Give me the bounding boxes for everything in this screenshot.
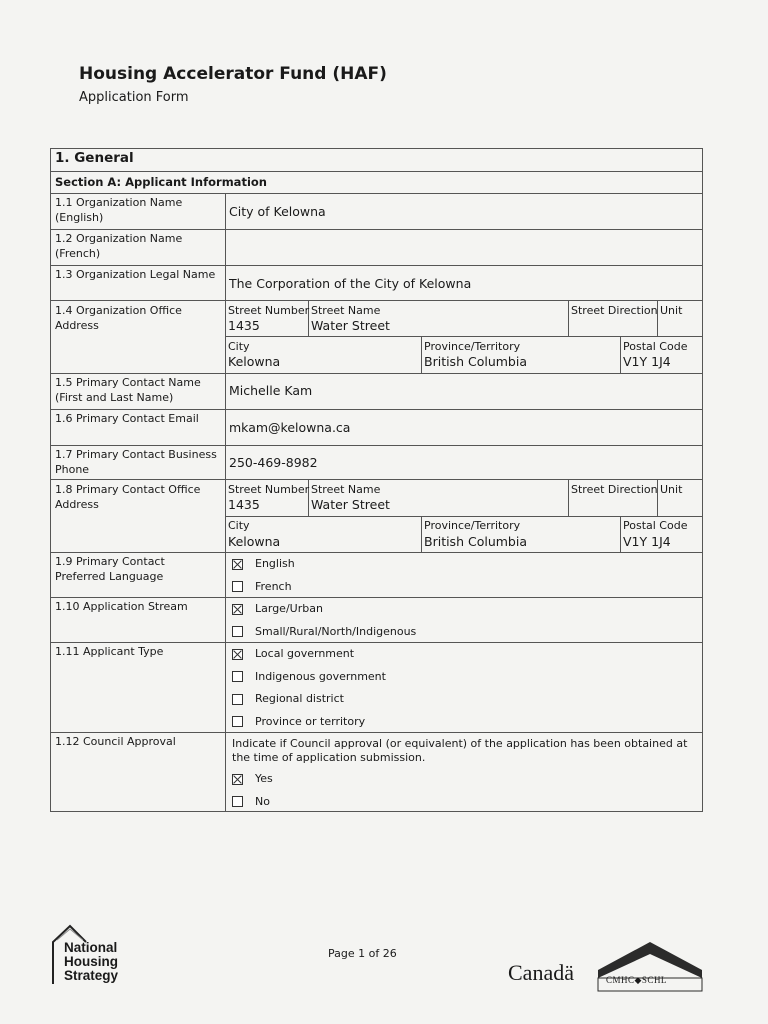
contact-phone-value[interactable]: 250-469-8982 — [229, 455, 318, 470]
contact-phone-label: 1.7 Primary Contact Business — [55, 448, 217, 461]
contact-street-name-label: Street Name — [311, 483, 381, 496]
org-name-en-label-2: (English) — [55, 211, 104, 224]
applicant-type-label: 1.11 Applicant Type — [55, 645, 164, 658]
language-label-2: Preferred Language — [55, 570, 164, 583]
street-number-value[interactable]: 1435 — [228, 318, 260, 333]
document-subtitle: Application Form — [79, 90, 189, 105]
contact-province-value[interactable]: British Columbia — [424, 534, 527, 549]
council-approval-label: 1.12 Council Approval — [55, 735, 176, 748]
section-subheading: Section A: Applicant Information — [55, 175, 267, 189]
contact-city-label: City — [228, 519, 250, 532]
document-title: Housing Accelerator Fund (HAF) — [79, 64, 387, 84]
language-label: 1.9 Primary Contact — [55, 555, 165, 568]
french-option-label: French — [255, 580, 292, 593]
small-rural-option-label: Small/Rural/North/Indigenous — [255, 625, 417, 638]
contact-address-label: 1.8 Primary Contact Office — [55, 483, 201, 496]
contact-phone-label-2: Phone — [55, 463, 90, 476]
canada-wordmark: Canadä — [508, 960, 574, 985]
contact-name-label-2: (First and Last Name) — [55, 391, 174, 404]
regional-district-option-label: Regional district — [255, 692, 344, 705]
contact-email-value[interactable]: mkam@kelowna.ca — [229, 420, 351, 435]
street-number-label: Street Number — [228, 304, 310, 317]
local-government-option-label: Local government — [255, 647, 355, 660]
org-legal-name-label: 1.3 Organization Legal Name — [55, 268, 216, 281]
contact-street-name-value[interactable]: Water Street — [311, 497, 390, 512]
contact-street-number-label: Street Number — [228, 483, 310, 496]
province-value[interactable]: British Columbia — [424, 354, 527, 369]
local-government-checkbox[interactable] — [232, 649, 243, 660]
yes-checkbox[interactable] — [232, 774, 243, 785]
street-name-value[interactable]: Water Street — [311, 318, 390, 333]
org-name-fr-label: 1.2 Organization Name — [55, 232, 183, 245]
page-number: Page 1 of 26 — [328, 947, 397, 960]
contact-postal-value[interactable]: V1Y 1J4 — [623, 534, 671, 549]
postal-code-label: Postal Code — [623, 340, 688, 353]
contact-street-direction-label: Street Direction — [571, 483, 658, 496]
contact-name-label: 1.5 Primary Contact Name — [55, 376, 201, 389]
province-territory-option-label: Province or territory — [255, 715, 366, 728]
regional-district-checkbox[interactable] — [232, 694, 243, 705]
council-question-line1: Indicate if Council approval (or equivalent) of the application has been obtained at — [232, 737, 688, 750]
cmhc-schl-wordmark: CMHC◆SCHL — [606, 975, 667, 985]
small-rural-checkbox[interactable] — [232, 626, 243, 637]
indigenous-government-option-label: Indigenous government — [255, 670, 386, 683]
section-heading: 1. General — [55, 150, 134, 166]
org-name-en-value[interactable]: City of Kelowna — [229, 204, 326, 219]
org-address-label: 1.4 Organization Office — [55, 304, 182, 317]
street-direction-label: Street Direction — [571, 304, 658, 317]
no-option-label: No — [255, 795, 270, 808]
contact-city-value[interactable]: Kelowna — [228, 534, 281, 549]
yes-option-label: Yes — [255, 772, 273, 785]
contact-name-value[interactable]: Michelle Kam — [229, 383, 313, 398]
nhs-wordmark: National Housing Strategy — [64, 940, 119, 983]
council-question-line2: the time of application submission. — [232, 751, 426, 764]
city-label: City — [228, 340, 250, 353]
english-option-label: English — [255, 557, 295, 570]
english-checkbox[interactable] — [232, 559, 243, 570]
contact-street-number-value[interactable]: 1435 — [228, 497, 260, 512]
stream-label: 1.10 Application Stream — [55, 600, 188, 613]
postal-code-value[interactable]: V1Y 1J4 — [623, 354, 671, 369]
org-name-en-label: 1.1 Organization Name — [55, 196, 183, 209]
city-value[interactable]: Kelowna — [228, 354, 281, 369]
indigenous-government-checkbox[interactable] — [232, 671, 243, 682]
org-legal-name-value[interactable]: The Corporation of the City of Kelowna — [229, 276, 472, 291]
street-name-label: Street Name — [311, 304, 381, 317]
contact-address-label-2: Address — [55, 498, 99, 511]
org-name-fr-label-2: (French) — [55, 247, 101, 260]
province-territory-checkbox[interactable] — [232, 716, 243, 727]
french-checkbox[interactable] — [232, 581, 243, 592]
contact-unit-label: Unit — [660, 483, 683, 496]
no-checkbox[interactable] — [232, 796, 243, 807]
large-urban-checkbox[interactable] — [232, 604, 243, 615]
large-urban-option-label: Large/Urban — [255, 602, 323, 615]
unit-label: Unit — [660, 304, 683, 317]
contact-province-label: Province/Territory — [424, 519, 521, 532]
application-form-table — [50, 148, 703, 812]
contact-postal-label: Postal Code — [623, 519, 688, 532]
province-label: Province/Territory — [424, 340, 521, 353]
contact-email-label: 1.6 Primary Contact Email — [55, 412, 199, 425]
org-address-label-2: Address — [55, 319, 99, 332]
